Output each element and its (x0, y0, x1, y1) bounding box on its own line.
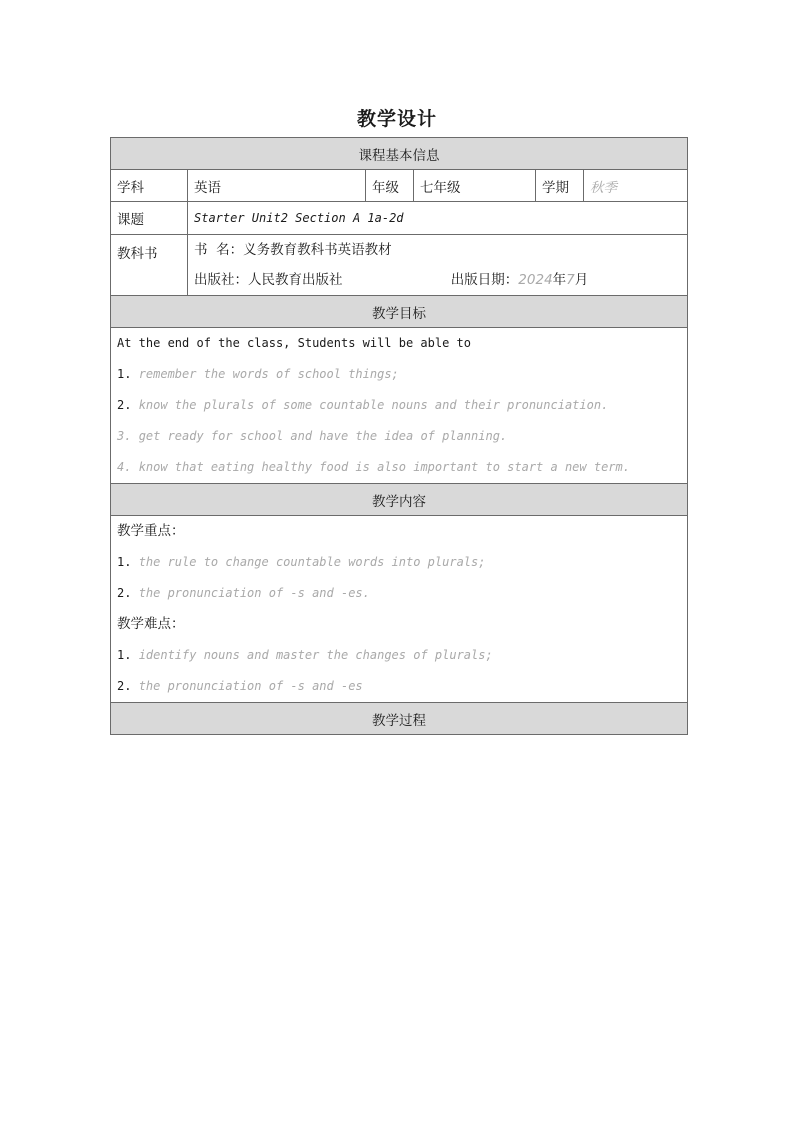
textbook-row (111, 235, 688, 296)
book-name-label: 书 名： (194, 242, 244, 258)
difficulty-item (117, 671, 681, 702)
objectives-header-row (111, 296, 688, 328)
objective-num: 1. (117, 367, 132, 381)
textbook-label: 教科书 (111, 235, 188, 296)
key-point-num: 2. (117, 586, 132, 600)
objective-text: know that eating healthy food is also important to start a new term. (138, 460, 630, 474)
difficulty-num: 2. (117, 679, 132, 693)
objective-item (117, 421, 681, 452)
key-point-text: the pronunciation of -s and -es. (138, 586, 370, 600)
lesson-label: 课题 (111, 202, 188, 235)
content-row (111, 516, 688, 703)
key-points-label: 教学重点： (117, 523, 185, 539)
grade-label: 年级 (366, 170, 414, 202)
textbook-info (188, 235, 688, 296)
publisher-value: 人民教育出版社 (248, 272, 343, 288)
objective-num: 3. (117, 429, 132, 443)
key-point-text: the rule to change countable words into plurals; (138, 555, 486, 569)
basic-info-header: 课程基本信息 (111, 138, 688, 170)
document-title: 教学设计 (356, 108, 437, 130)
objective-text: remember the words of school things; (138, 367, 399, 381)
pub-date-label: 出版日期： (450, 272, 519, 288)
process-header-row (111, 703, 688, 735)
objectives-header: 教学目标 (111, 296, 688, 328)
pub-month: 7 (566, 272, 575, 288)
grade-value: 七年级 (414, 170, 536, 202)
lesson-value: Starter Unit2 Section A 1a-2d (188, 202, 688, 235)
month-char: 月 (574, 272, 589, 288)
content-body (111, 516, 688, 703)
lesson-row (111, 202, 688, 235)
objective-text: get ready for school and have the idea of planning. (138, 429, 508, 443)
content-header: 教学内容 (111, 484, 688, 516)
objective-item (117, 359, 681, 390)
book-name-line (194, 235, 681, 265)
key-point-num: 1. (117, 555, 132, 569)
objective-num: 2. (117, 398, 132, 412)
objective-num: 4. (117, 460, 132, 474)
publisher-line (194, 265, 681, 295)
difficulties-label: 教学难点： (117, 616, 185, 632)
pub-year: 2024 (518, 272, 553, 288)
difficulty-item (117, 640, 681, 671)
content-header-row (111, 484, 688, 516)
objectives-intro: At the end of the class, Students will be able to (117, 336, 472, 350)
term-value: 秋季 (584, 170, 688, 202)
difficulty-num: 1. (117, 648, 132, 662)
publisher-label: 出版社： (194, 272, 248, 288)
key-point-item (117, 578, 681, 609)
objectives-content (111, 328, 688, 484)
subject-label: 学科 (111, 170, 188, 202)
term-label: 学期 (536, 170, 584, 202)
objective-text: know the plurals of some countable nouns and their pronunciation. (138, 398, 609, 412)
lesson-plan-table (110, 137, 688, 735)
key-point-item (117, 547, 681, 578)
process-header: 教学过程 (111, 703, 688, 735)
objectives-row (111, 328, 688, 484)
subject-value: 英语 (188, 170, 366, 202)
book-name-value: 义务教育教科书英语教材 (243, 242, 392, 258)
year-char: 年 (552, 272, 567, 288)
basic-info-row (111, 170, 688, 202)
objective-item (117, 452, 681, 483)
difficulty-text: identify nouns and master the changes of plurals; (138, 648, 493, 662)
difficulty-text: the pronunciation of -s and -es (138, 679, 363, 693)
objective-item (117, 390, 681, 421)
basic-info-header-row (111, 138, 688, 170)
